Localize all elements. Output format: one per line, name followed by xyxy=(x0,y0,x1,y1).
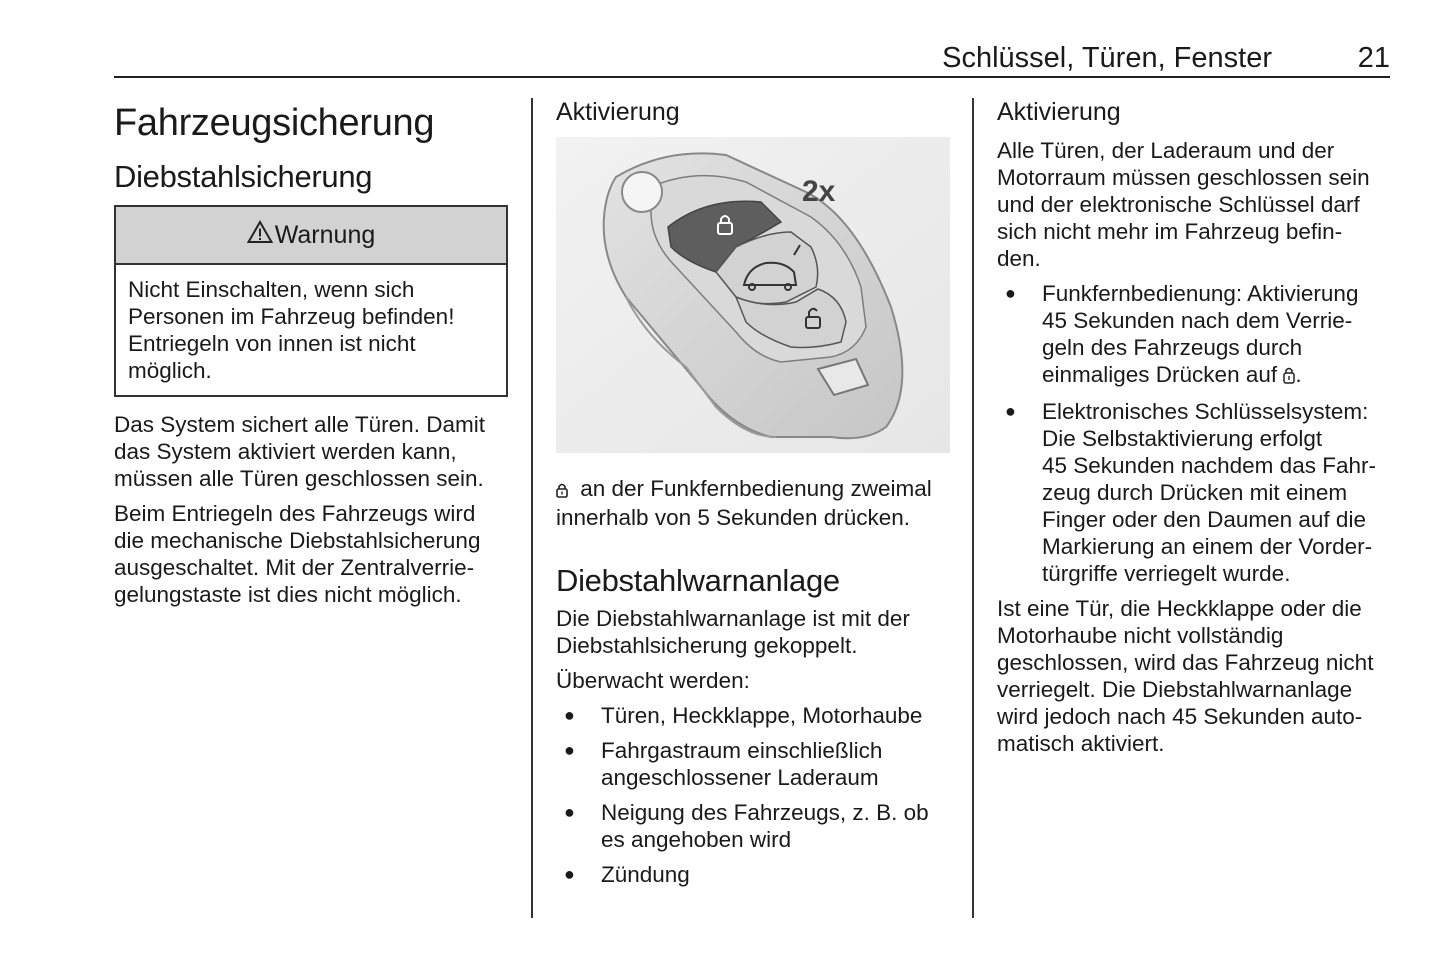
warning-box xyxy=(114,205,508,397)
warning-label: Warnung xyxy=(274,220,376,249)
paragraph xyxy=(114,411,510,492)
paragraph: Ist eine Tür, die Heckklappe oder die Motorhaube nicht vollständig geschlossen, wird das Fahrzeug nicht verriegelt. Die Diebstahlwarnanlage wird jedoch nach 45 Sekunden auto- matisch aktiviert. xyxy=(997,596,1374,756)
warning-triangle-icon xyxy=(247,220,275,251)
section-title: Fahrzeugsicherung xyxy=(114,102,435,144)
lock-icon xyxy=(1283,363,1295,390)
activation-list xyxy=(997,280,1391,587)
text-line: Beim Entriegeln des Fahrzeugs wird xyxy=(114,501,476,526)
text-line: Das System sichert alle Türen. Damit xyxy=(114,412,485,437)
subheading: Aktivierung xyxy=(997,98,1121,126)
column-divider xyxy=(531,98,533,918)
lock-icon xyxy=(556,477,568,504)
key-fob-illustration xyxy=(556,137,950,453)
column-2 xyxy=(556,96,952,896)
text-line: innerhalb von 5 Sekunden drücken. xyxy=(556,505,911,530)
warning-line: möglich. xyxy=(128,358,212,383)
text-line: ausgeschaltet. Mit der Zentralverrie- xyxy=(114,555,475,580)
paragraph: Alle Türen, der Laderaum und der Motorraum müssen geschlossen sein und der elektronische Schlüssel darf sich nicht mehr im Fahrzeug befin- den. xyxy=(997,138,1370,271)
column-divider xyxy=(972,98,974,918)
column-3 xyxy=(997,96,1391,765)
warning-line: Nicht Einschalten, wenn sich xyxy=(128,277,415,302)
monitored-list xyxy=(556,702,952,888)
page-number: 21 xyxy=(1357,42,1390,74)
paragraph: Überwacht werden: xyxy=(556,668,750,693)
list-item: ● Funkfernbedienung: Aktivierung 45 Sekunden nach dem Verrie- geln des Fahrzeugs durch einmaliges Drücken auf . xyxy=(997,280,1391,390)
text-line: an der Funkfernbedienung zweimal xyxy=(574,476,932,501)
press-count-label: 2x xyxy=(802,175,836,208)
subsection-title: Diebstahlsicherung xyxy=(114,159,373,194)
warning-line: Personen im Fahrzeug befinden! xyxy=(128,304,455,329)
column-1 xyxy=(114,96,510,616)
list-item: ● Türen, Heckklappe, Motorhaube xyxy=(556,702,952,729)
paragraph xyxy=(114,500,510,608)
list-item: ● Fahrgastraum einschließlich angeschlossener Laderaum xyxy=(556,737,952,791)
list-item: ● Elektronisches Schlüsselsystem: Die Selbstaktivierung erfolgt 45 Sekunden nachdem das Fahr- zeug durch Drücken mit einem Finger oder den Daumen auf die Markierung an einem der Vorder- türgriffe verriegelt wurde. xyxy=(997,398,1391,587)
text-line: müssen alle Türen geschlossen sein. xyxy=(114,466,484,491)
text-line: Diebstahlsicherung gekoppelt. xyxy=(556,633,858,658)
warning-line: Entriegeln von innen ist nicht xyxy=(128,331,416,356)
subsection-title: Diebstahlwarnanlage xyxy=(556,563,840,598)
page-header xyxy=(114,38,1390,78)
figure-caption xyxy=(556,475,952,531)
subheading: Aktivierung xyxy=(556,98,680,126)
list-item: ● Neigung des Fahrzeugs, z. B. ob es angehoben wird xyxy=(556,799,952,853)
paragraph xyxy=(556,605,952,659)
chapter-title: Schlüssel, Türen, Fenster xyxy=(942,42,1272,74)
text-line: das System aktiviert werden kann, xyxy=(114,439,457,464)
text-line: gelungstaste ist dies nicht möglich. xyxy=(114,582,462,607)
text-line: Die Diebstahlwarnanlage ist mit der xyxy=(556,606,910,631)
warning-text xyxy=(116,265,506,395)
text-line: die mechanische Diebstahlsicherung xyxy=(114,528,481,553)
list-item: ● Zündung xyxy=(556,861,952,888)
warning-header xyxy=(116,207,506,265)
